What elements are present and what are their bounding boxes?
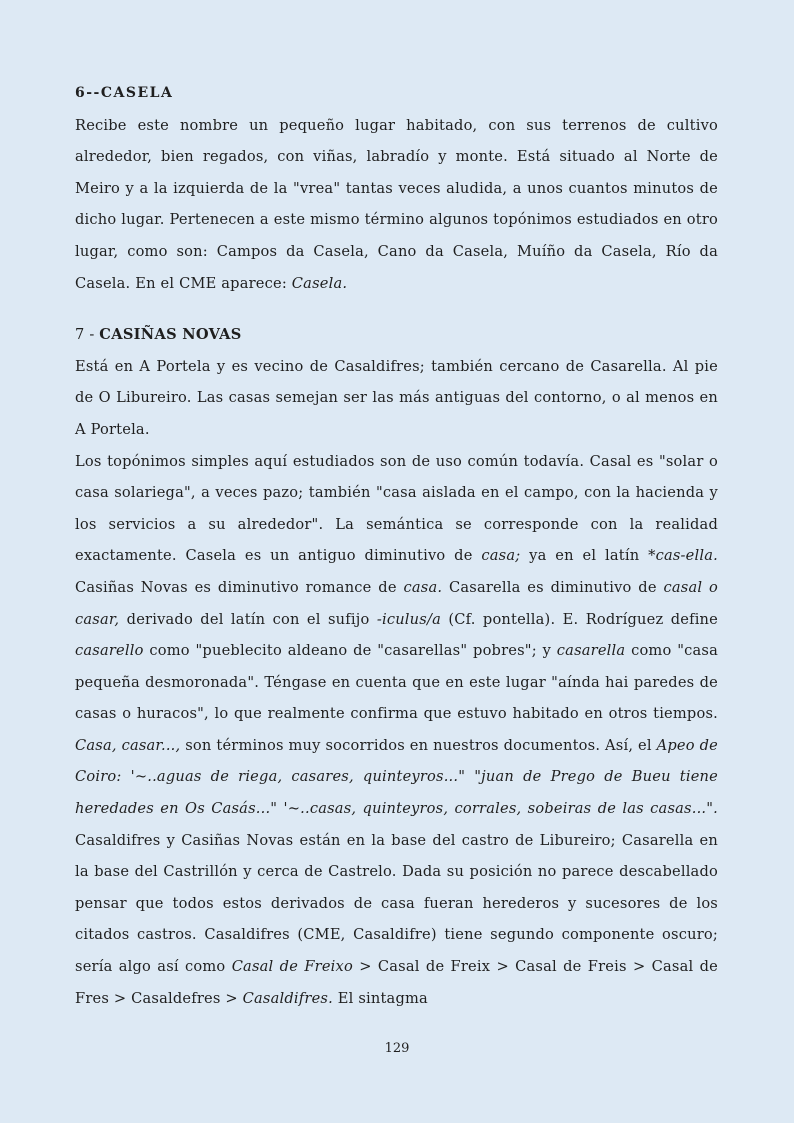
italic-run: Casaldifres. — [242, 989, 333, 1007]
section-6-heading: 6--CASELA — [75, 85, 174, 101]
section-6-paragraph — [75, 110, 718, 300]
section-7-heading — [75, 319, 718, 351]
italic-run: casarello — [75, 642, 144, 660]
section-7-paragraph-2 — [75, 446, 718, 1015]
text-run: El sintagma — [332, 989, 428, 1007]
text-run: son términos muy socorridos en nuestros documentos. Así, el — [180, 736, 657, 754]
italic-run: -iculus/a — [376, 610, 441, 628]
italic-run: Apeo de Coiro: '~..aguas de riega, casares, quinteyros..." "juan de Prego de Bueu tiene heredades en Os Casás..." '~..casas, quinteyros, corrales, sobeiras de las casas...". — [75, 736, 718, 818]
text-run: (Cf. pontella). E. Rodríguez define — [440, 610, 718, 628]
body-text — [75, 78, 718, 1014]
italic-run: casa. — [403, 578, 443, 596]
italic-run: *cas-ella. — [648, 547, 718, 565]
text-run: Está en A Portela y es vecino de Casaldifres; también cercano de Casarella. Al pie de O Libureiro. Las casas semejan ser las más antiguas del contorno, o al menos en A Portela. — [75, 357, 718, 438]
italic-run: Casa, casar..., — [75, 736, 181, 754]
text-run: ya en el latín — [520, 547, 649, 565]
text-run: derivado del latín con el sufijo — [119, 610, 377, 628]
italic-run: Casela. — [291, 274, 348, 292]
text-run: Casarella es diminutivo de — [442, 578, 664, 596]
italic-run: casarella — [556, 642, 626, 660]
page-number: 129 — [384, 1041, 410, 1056]
italic-run: casa; — [481, 547, 521, 565]
section-7-paragraph-1 — [75, 351, 718, 446]
text-run: como "pueblecito aldeano de "casarellas" pobres"; y — [143, 642, 557, 660]
italic-run: Casal de Freixo — [231, 958, 353, 976]
text-run: Casiñas Novas es diminutivo romance de — [75, 578, 404, 596]
section-7-title: CASIÑAS NOVAS — [99, 326, 242, 344]
text-run: como "casa pequeña desmoronada". Téngase en cuenta que en este lugar "aínda hai paredes de casas o huracos", lo que realmente confirma que estuvo habitado en otros tiempos. — [75, 642, 718, 723]
text-run: Los topónimos simples aquí estudiados son de uso común todavía. Casal es "solar o casa solariega", a veces pazo; también "casa aislada en el campo, con la hacienda y los servicios a su alrededor". La semántica se corresponde con la realidad exactamente. Casela es un antiguo diminutivo de — [75, 452, 718, 565]
text-run: Casaldifres y Casiñas Novas están en la base del castro de Libureiro; Casarella en la base del Castrillón y cerca de Castrelo. Dada su posición no parece descabellado pensar que todos estos derivados de casa fueran herederos y sucesores de los citados castros. Casaldifres (CME, Casaldifre) tiene segundo componente oscuro; sería algo así como — [75, 831, 718, 976]
section-7-number: 7 - — [75, 326, 100, 344]
text-run: Recibe este nombre un pequeño lugar habitado, con sus terrenos de cultivo alrededor, bien regados, con viñas, labradío y monte. Está situado al Norte de Meiro y a la izquierda de la "vrea" tantas veces aludida, a unos cuantos minutos de dicho lugar. Pertenecen a este mismo término algunos topónimos estudiados en otro lugar, como son: Campos da Casela, Cano da Casela, Muíño da Casela, Río da Casela. En el CME aparece: — [75, 116, 718, 292]
italic-run: casal o casar, — [75, 578, 719, 628]
text-run: > Casal de Freix > Casal de Freis > Casal de Fres > Casaldefres > — [75, 958, 719, 1007]
